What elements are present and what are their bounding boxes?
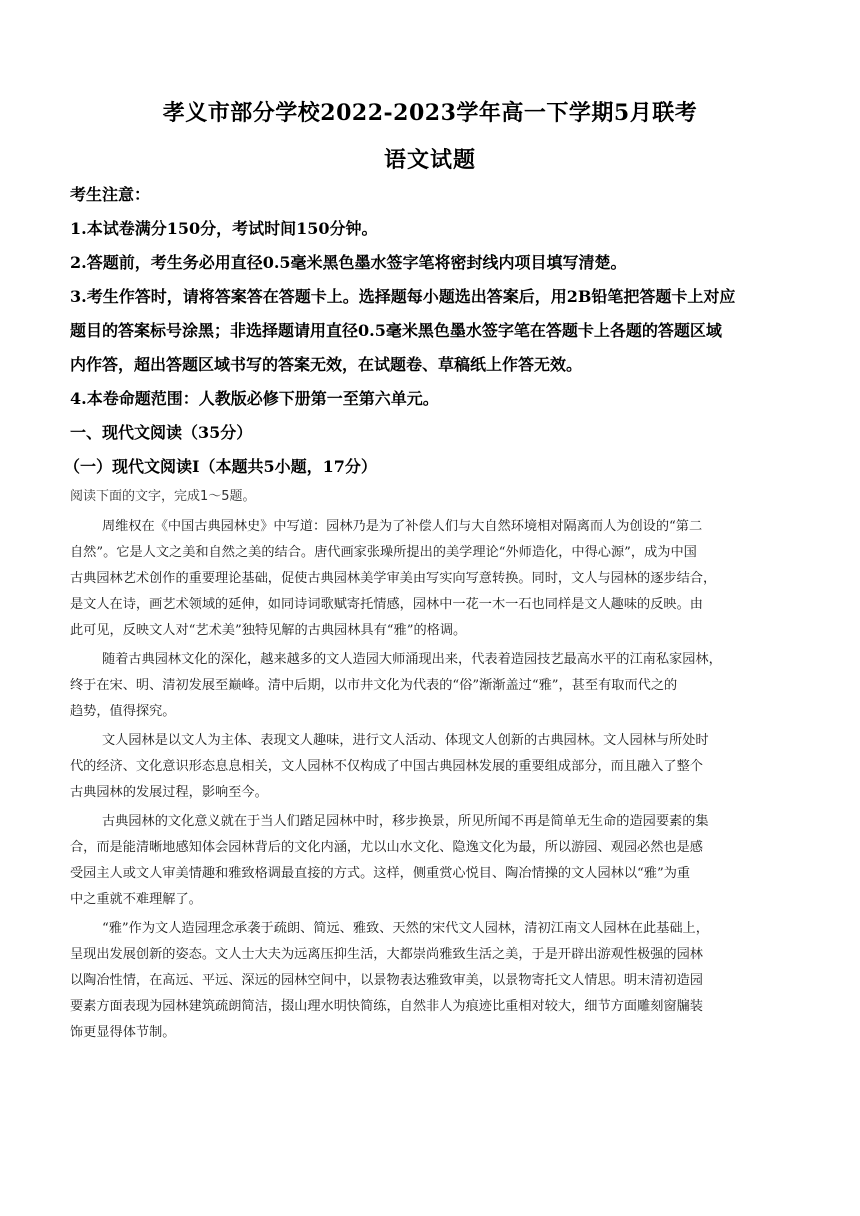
passage-line: 自然”。它是人文之美和自然之美的结合。唐代画家张璪所提出的美学理论“外师造化，中得心源”，成为中国: [70, 545, 697, 560]
reading-instruction: 阅读下面的文字，完成1～5题。: [70, 489, 256, 504]
exam-subtitle: 语文试题: [383, 147, 476, 173]
passage-line: 文人园林是以文人为主体、表现文人趣味，进行文人活动、体现文人创新的古典园林。文人园林与所处时: [102, 733, 709, 748]
passage-line: 随着古典园林文化的深化，越来越多的文人造园大师涌现出来，代表着造园技艺最高水平的江南私家园林，: [102, 652, 722, 667]
passage-line: 受园主人或文人审美情趣和雅致格调最直接的方式。这样，侧重赏心悦目、陶冶情操的文人园林以“雅”为重: [70, 866, 691, 881]
notice-line: 4.本卷命题范围：人教版必修下册第一至第六单元。: [70, 389, 439, 408]
notice-line: 1.本试卷满分150分，考试时间150分钟。: [70, 219, 378, 238]
passage-paragraph: [70, 728, 796, 806]
passage-line: 古典园林的文化意义就在于当人们踏足园林中时，移步换景，所见所闻不再是简单无生命的造园要素的集: [102, 814, 709, 829]
passage-line: 呈现出发展创新的姿态。文人士大夫为远离压抑生活，大都崇尚雅致生活之美，于是开辟出游观性极强的园林: [70, 947, 703, 962]
passage-line: 中之重就不难理解了。: [70, 892, 202, 907]
passage-paragraph: [70, 916, 796, 1046]
passage-line: 古典园林的发展过程，影响至今。: [70, 785, 268, 800]
passage-line: 古典园林艺术创作的重要理论基础，促使古典园林美学审美由写实向写意转换。同时，文人与园林的逐步结合，: [70, 571, 717, 586]
passage-line: 以陶冶性情，在高远、平远、深远的园林空间中，以景物表达雅致审美，以景物寄托文人情思。明末清初造园: [70, 973, 703, 988]
candidate-notice: [70, 178, 795, 416]
passage-line: 合，而是能清晰地感知体会园林背后的文化内涵，尤以山水文化、隐逸文化为最，所以游园、观园必然也是感: [70, 840, 703, 855]
passage-line: 要素方面表现为园林建筑疏朗简洁，掇山理水明快简练，自然非人为痕迹比重相对较大，细节方面雕刻窗牖装: [70, 999, 703, 1014]
notice-line: 2.答题前，考生务必用直径0.5毫米黑色墨水签字笔将密封线内项目填写清楚。: [70, 253, 627, 272]
reading-passage: [70, 514, 796, 1046]
notice-heading: 考生注意：: [70, 185, 151, 204]
passage-line: 是文人在诗，画艺术领域的延伸，如同诗词歌赋寄托情感，园林中一花一木一石也同样是文人趣味的反映。由: [70, 597, 703, 612]
passage-line: 终于在宋、明、清初发展至巅峰。清中后期，以市井文化为代表的“俗”渐渐盖过“雅”，甚至有取而代之的: [70, 678, 678, 693]
notice-line: 3.考生作答时，请将答案答在答题卡上。选择题每小题选出答案后，用2B铅笔把答题卡上对应: [70, 287, 736, 306]
subsection-heading-reading-1: （一）现代文阅读Ⅰ（本题共5小题，17分）: [64, 457, 377, 476]
passage-line: 趋势，值得探究。: [70, 704, 176, 719]
notice-line: 题目的答案标号涂黑；非选择题请用直径0.5毫米黑色墨水签字笔在答题卡上各题的答题区域: [70, 321, 722, 340]
passage-line: 代的经济、文化意识形态息息相关，文人园林不仅构成了中国古典园林发展的重要组成部分，而且融入了整个: [70, 759, 703, 774]
passage-paragraph: [70, 809, 796, 913]
section-heading-modern-reading: 一、现代文阅读（35分）: [70, 423, 253, 442]
passage-paragraph: [70, 647, 796, 725]
passage-line: “雅”作为文人造园理念承袭于疏朗、简远、雅致、天然的宋代文人园林，清初江南文人园林在此基础上，: [102, 921, 709, 936]
passage-line: 此可见，反映文人对“艺术美”独特见解的古典园林具有“雅”的格调。: [70, 623, 467, 638]
notice-line: 内作答，超出答题区域书写的答案无效，在试题卷、草稿纸上作答无效。: [70, 355, 583, 374]
passage-line: 周维权在《中国古典园林史》中写道：园林乃是为了补偿人们与大自然环境相对隔离而人为创设的“第二: [102, 519, 703, 534]
exam-title: 孝义市部分学校2022-2023学年高一下学期5月联考: [162, 100, 698, 126]
passage-line: 饰更显得体节制。: [70, 1025, 176, 1040]
passage-paragraph: [70, 514, 796, 644]
